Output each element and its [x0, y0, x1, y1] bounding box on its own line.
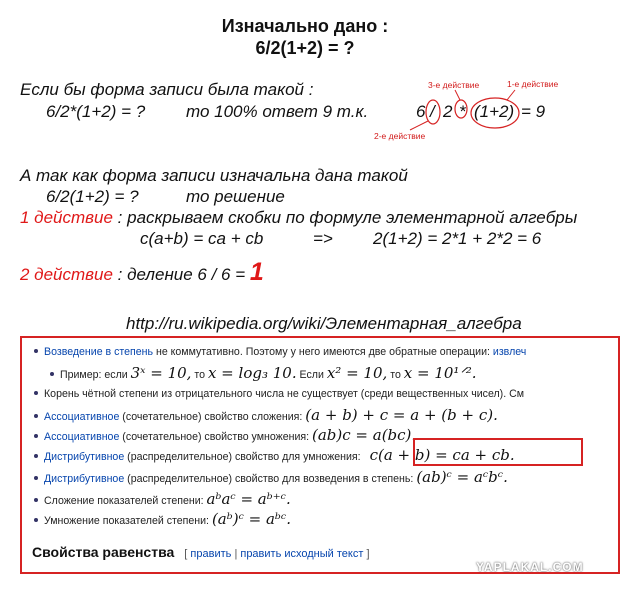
annotation-step3: 3-е действие — [428, 80, 480, 90]
math-formula: (a + b) + c = a + (b + c). — [305, 406, 498, 424]
case1-expression: 6/2*(1+2) = ? — [46, 102, 146, 121]
row-text: (сочетательное) свойство сложения: — [119, 411, 306, 423]
wiki-row-exp-add — [34, 490, 291, 508]
section-heading — [32, 544, 370, 560]
bullet-icon — [34, 476, 38, 480]
wiki-row-even-root — [34, 388, 524, 400]
section-title: Свойства равенства — [32, 544, 175, 560]
math-formula: x = log₃ 10. — [207, 364, 297, 382]
implies-arrow: => — [313, 229, 333, 248]
row-text: то — [387, 369, 404, 381]
wiki-row-assoc-add — [34, 406, 498, 424]
annotation-step1: 1-е действие — [507, 79, 559, 89]
highlight-box — [413, 438, 583, 466]
source-url: http://ru.wikipedia.org/wiki/Элементарная_алгебра — [126, 314, 522, 333]
link-associative[interactable]: Ассоциативное — [44, 431, 120, 443]
row-text: Сложение показателей степени: — [44, 495, 207, 507]
math-formula: (ab)c = a(bc). — [312, 426, 417, 444]
symbol-two: 2 — [443, 102, 453, 121]
bullet-icon — [34, 349, 38, 353]
case2-expression: 6/2(1+2) = ? — [46, 187, 139, 206]
edit-source-link[interactable]: править исходный текст — [240, 548, 364, 560]
bullet-icon — [34, 391, 38, 395]
pointer-step3 — [455, 90, 460, 100]
wiki-row-example — [50, 364, 477, 382]
bracket: [ — [184, 548, 188, 560]
circle-star — [455, 100, 467, 118]
link-exponentiation[interactable]: Возведение в степень — [44, 346, 154, 358]
case2-note: то решение — [186, 187, 285, 206]
bullet-icon — [34, 414, 38, 418]
wikipedia-excerpt — [20, 336, 620, 574]
case2-intro: А так как форма записи изначальна дана такой — [20, 166, 408, 185]
step1-label: 1 действие — [20, 208, 113, 227]
pointer-step2 — [410, 121, 428, 130]
symbol-parens: (1+2) — [474, 102, 515, 121]
wiki-row-exp-mul — [34, 510, 291, 528]
wiki-row-distributive-pow — [34, 468, 508, 486]
math-formula: x = 10¹ᐟ². — [403, 364, 477, 382]
step2-result: 1 — [249, 258, 264, 286]
row-text: (распределительное) свойство для возведения в степень: — [124, 473, 417, 485]
step2-text: : деление 6 / 6 = — [117, 265, 246, 284]
symbol-star: * — [459, 102, 466, 121]
step1-text: : раскрываем скобки по формуле элементарной алгебры — [117, 208, 578, 227]
case1-intro: Если бы форма записи была такой : — [20, 80, 314, 99]
symbol-result: = 9 — [521, 102, 546, 121]
edit-link[interactable]: править — [190, 548, 232, 560]
row-text: Умножение показателей степени: — [44, 515, 212, 527]
link-distributive[interactable]: Дистрибутивное — [44, 473, 125, 485]
watermark: YAPLAKAL.COM — [476, 560, 584, 574]
step2-label: 2 действие — [20, 265, 113, 284]
symbol-six: 6 — [416, 102, 426, 121]
step2-line — [20, 258, 264, 287]
row-text: Корень чётной степени из отрицательного числа не существует (среди вещественных чисел). См — [44, 388, 525, 400]
symbol-slash: / — [430, 102, 435, 121]
title-line-2: 6/2(1+2) = ? — [255, 38, 355, 58]
math-formula: aᵇaᶜ = aᵇ⁺ᶜ. — [206, 490, 291, 508]
link-distributive[interactable]: Дистрибутивное — [44, 451, 125, 463]
row-text: то — [191, 369, 208, 381]
row-text: (распределительное) свойство для умножения: — [124, 451, 364, 463]
pointer-step1 — [507, 90, 515, 100]
bullet-icon — [34, 454, 38, 458]
link-root-extraction[interactable]: извлеч — [492, 346, 527, 358]
math-formula: c(a + b) = ca + cb. — [369, 446, 515, 464]
title-line-1: Изначально дано : — [221, 16, 389, 36]
link-associative[interactable]: Ассоциативное — [44, 411, 120, 423]
math-formula: (ab)ᶜ = aᶜbᶜ. — [416, 468, 508, 486]
circle-slash — [426, 100, 440, 124]
bullet-icon — [50, 372, 54, 376]
annotation-step2: 2-е действие — [374, 131, 426, 141]
row-text: (сочетательное) свойство умножения: — [119, 431, 312, 443]
case1-note: то 100% ответ 9 т.к. — [186, 102, 369, 121]
math-formula: x² = 10, — [326, 364, 388, 382]
wiki-row-exponentiation — [34, 346, 526, 358]
bracket: ] — [366, 548, 370, 560]
row-text: Пример: если — [60, 369, 131, 381]
distributive-formula: c(a+b) = ca + cb — [140, 229, 264, 248]
separator: | — [234, 548, 238, 560]
row-text: Если — [296, 369, 327, 381]
row-text: не коммутативно. Поэтому у него имеются две обратные операции: — [153, 346, 493, 358]
step1-line — [20, 208, 577, 228]
bullet-icon — [34, 518, 38, 522]
expansion: 2(1+2) = 2*1 + 2*2 = 6 — [373, 229, 542, 248]
wiki-row-assoc-mul — [34, 426, 416, 444]
math-formula: (aᵇ)ᶜ = aᵇᶜ. — [211, 510, 291, 528]
circle-parens — [471, 98, 519, 128]
bullet-icon — [34, 434, 38, 438]
bullet-icon — [34, 498, 38, 502]
math-formula: 3ˣ = 10, — [130, 364, 192, 382]
